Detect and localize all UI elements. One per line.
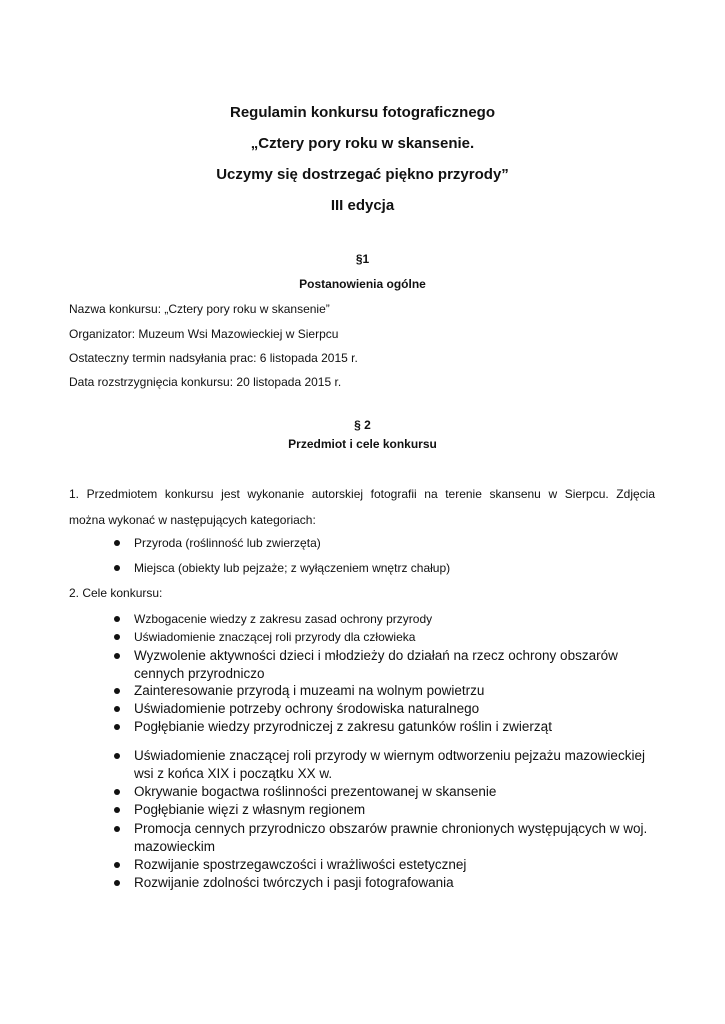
category-item: Przyroda (roślinność lub zwierzęta)	[134, 536, 321, 550]
goal-item-continuation: mazowieckim	[134, 839, 216, 854]
bullet-icon	[114, 880, 120, 886]
goals-label: 2. Cele konkursu:	[69, 586, 163, 600]
section-2-number: § 2	[354, 418, 371, 432]
document-title-line-1: Regulamin konkursu fotograficznego	[229, 104, 496, 121]
bullet-icon	[114, 616, 120, 622]
subject-paragraph-line-2: można wykonać w następujących kategoriach:	[69, 513, 316, 527]
bullet-icon	[114, 634, 120, 640]
bullet-icon	[114, 565, 120, 571]
goal-item: Promocja cennych przyrodniczo obszarów prawnie chronionych występujących w woj.	[134, 821, 648, 836]
bullet-icon	[114, 724, 120, 730]
bullet-icon	[114, 862, 120, 868]
goal-item: Uświadomienie znaczącej roli przyrody dla człowieka	[134, 630, 416, 644]
goal-item: Rozwijanie zdolności twórczych i pasji fotografowania	[134, 875, 454, 890]
section-1-heading: Postanowienia ogólne	[299, 277, 426, 291]
goal-item: Rozwijanie spostrzegawczości i wrażliwości estetycznej	[134, 857, 467, 872]
goal-item: Pogłębianie więzi z własnym regionem	[134, 802, 366, 817]
bullet-icon	[114, 789, 120, 795]
category-item: Miejsca (obiekty lub pejzaże; z wyłączeniem wnętrz chałup)	[134, 561, 451, 575]
goal-item: Pogłębianie wiedzy przyrodniczej z zakresu gatunków roślin i zwierząt	[134, 719, 552, 734]
subject-paragraph-line-1: 1. Przedmiotem konkursu jest wykonanie autorskiej fotografii na terenie skansenu w Sierpcu. Zdjęcia	[69, 487, 655, 501]
bullet-icon	[114, 753, 120, 759]
goal-item: Zainteresowanie przyrodą i muzeami na wolnym powietrzu	[134, 683, 485, 698]
document-title-line-2: „Cztery pory roku w skansenie.	[250, 135, 475, 152]
goal-item: Okrywanie bogactwa roślinności prezentowanej w skansenie	[134, 784, 497, 799]
section-1-number: §1	[355, 252, 370, 266]
goal-item-continuation: wsi z końca XIX i początku XX w.	[134, 766, 333, 781]
bullet-icon	[114, 826, 120, 832]
goal-item: Wzbogacenie wiedzy z zakresu zasad ochrony przyrody	[134, 612, 433, 626]
goal-item-continuation: cennych przyrodniczo	[134, 666, 265, 681]
goal-item: Uświadomienie znaczącej roli przyrody w wiernym odtworzeniu pejzażu mazowieckiej	[134, 748, 645, 763]
deadline-line: Ostateczny termin nadsyłania prac: 6 listopada 2015 r.	[69, 351, 358, 365]
goal-item: Wyzwolenie aktywności dzieci i młodzieży do działań na rzecz ochrony obszarów	[134, 648, 618, 663]
document-title-line-3: Uczymy się dostrzegać piękno przyrody”	[216, 166, 509, 183]
bullet-icon	[114, 688, 120, 694]
bullet-icon	[114, 807, 120, 813]
bullet-icon	[114, 653, 120, 659]
bullet-icon	[114, 540, 120, 546]
goal-item: Uświadomienie potrzeby ochrony środowiska naturalnego	[134, 701, 480, 716]
results-date-line: Data rozstrzygnięcia konkursu: 20 listopada 2015 r.	[69, 375, 342, 389]
section-2-heading: Przedmiot i cele konkursu	[288, 437, 437, 451]
bullet-icon	[114, 706, 120, 712]
contest-name-line: Nazwa konkursu: „Cztery pory roku w skansenie”	[69, 302, 330, 316]
organizer-line: Organizator: Muzeum Wsi Mazowieckiej w Sierpcu	[69, 327, 339, 341]
document-title-line-4: III edycja	[330, 197, 395, 214]
